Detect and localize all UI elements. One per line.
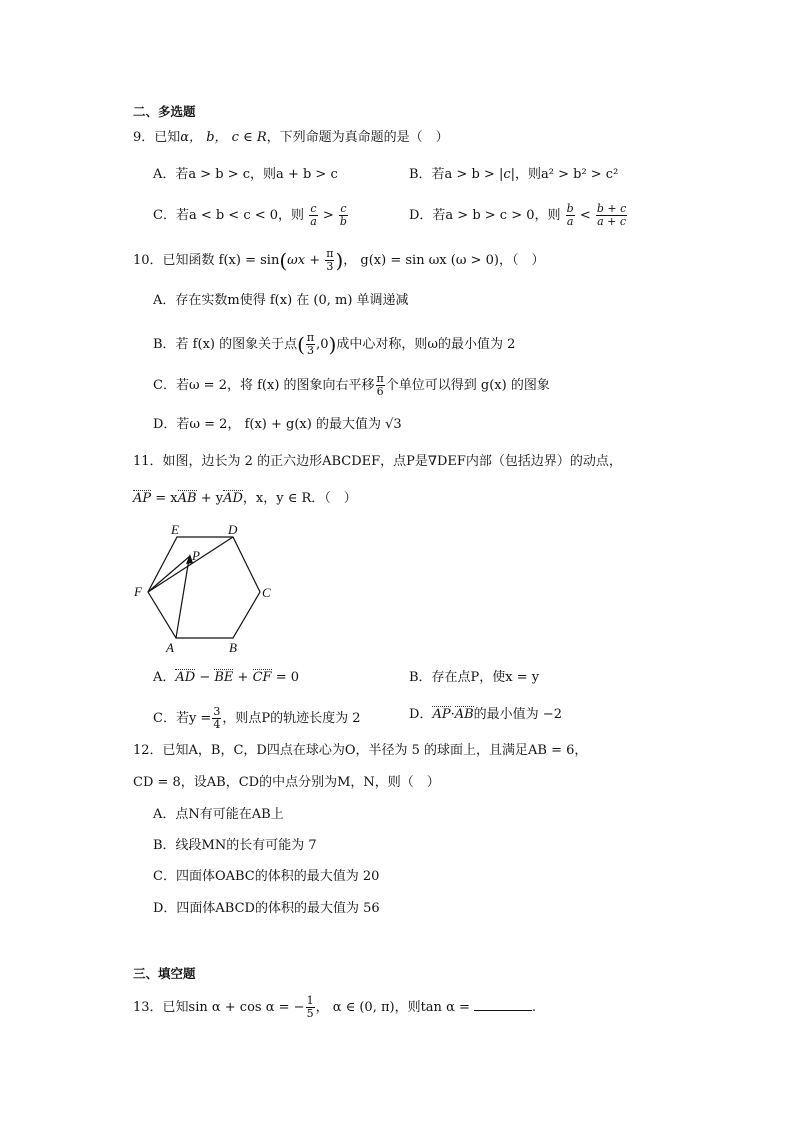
q9-abs-c: |c| <box>498 167 515 182</box>
q11-option-a: A．AD − BE + CF = 0 <box>153 670 299 685</box>
q9-stem <box>133 129 449 147</box>
section-heading-multi-choice: 二、多选题 <box>133 104 196 119</box>
q11-stem-line1: 11．如图，边长为 2 的正六边形ABCDEF，点P是∇DEF内部（包括边界）的动点， <box>133 454 622 469</box>
q11-stem-line2: AP = xAB + yAD，x，y ∈ R．（ ） <box>133 491 357 506</box>
q9-option-d: D．若a > b > c > 0，则 $\frac{b}{a}$ < $\frac{b + c}{a + c}$ <box>409 202 627 228</box>
vertex-label-f: F <box>134 584 142 599</box>
q13-stem: 13．已知sin α + cos α = − $\frac{1}{5}$ ， α ∈ (0, π)，则tan α = . <box>133 994 537 1020</box>
vertex-label-d: D <box>228 522 238 537</box>
q10-stem-end: ， g(x) = sin ωx (ω > 0)，（ ） <box>343 253 545 268</box>
q12-option-d: D．四面体ABCD的体积的最大值为 56 <box>153 901 380 916</box>
q12-stem-line2: CD = 8，设AB，CD的中点分别为M，N，则（ ） <box>133 775 440 790</box>
q9-option-c: C．若a < b < c < 0，则 $\frac{c}{a}$ > $\frac{c}{b}$ <box>153 202 347 228</box>
q11-option-d: D．AP·AB的最小值为 −2 <box>409 707 562 722</box>
q10-option-d: D．若ω = 2， f(x) + g(x) 的最大值为 √3 <box>153 417 402 432</box>
vertex-label-c: C <box>262 585 271 600</box>
q9-option-c-start: C．若a < b < c < 0，则 <box>153 208 305 223</box>
section-heading-fill-in: 三、填空题 <box>133 966 196 981</box>
q12-option-c: C．四面体OABC的体积的最大值为 20 <box>153 869 380 884</box>
fraction-1-over-5: $\frac{1}{5}$ <box>306 994 314 1020</box>
vector-ap: AP <box>133 491 152 506</box>
vertex-label-a: A <box>166 640 174 655</box>
q13-answer-blank[interactable] <box>474 997 532 1011</box>
fraction-c-over-a: $\frac{c}{a}$ <box>310 202 317 228</box>
vertex-label-b: B <box>229 640 237 655</box>
q9-variables: α， b， c ∈ R <box>180 130 267 145</box>
q12-option-a: A．点N有可能在AB上 <box>153 807 284 822</box>
fraction-bc-over-ac: $\frac{b + c}{a + c}$ <box>596 202 627 228</box>
vertex-label-e: E <box>171 522 179 537</box>
vector-ad: AD <box>223 491 243 506</box>
fraction-c-over-b: $\frac{c}{b}$ <box>339 202 347 228</box>
q11-option-b: B．存在点P，使x = y <box>409 670 540 685</box>
q9-option-b <box>409 166 618 184</box>
fraction-pi-over-3: $\frac{\pi}{3}$ <box>306 331 315 357</box>
q10-option-a: A．存在实数m使得 f(x) 在 (0, m) 单调递减 <box>153 293 409 308</box>
fraction-pi-over-3: $\frac{\pi}{3}$ <box>326 247 334 273</box>
segment-fp <box>148 556 190 592</box>
q11-option-c: C．若y = $\frac{3}{4}$ ，则点P的轨迹长度为 2 <box>153 705 361 731</box>
segment-fd <box>148 537 233 592</box>
q9-option-a: A．若a > b > c，则a + b > c <box>153 167 338 182</box>
q9-option-d-start: D．若a > b > c > 0，则 <box>409 208 561 223</box>
q10-stem-start: 10．已知函数 f(x) = sin <box>133 253 280 268</box>
hexagon-figure <box>128 522 288 657</box>
vector-ab: AB <box>177 491 197 506</box>
q9-stem-end: ，下列命题为真命题的是（ ） <box>266 130 449 145</box>
vector-ap-arrow <box>176 559 189 638</box>
q9-option-b-start: B．若a > b > <box>409 167 499 182</box>
q10-option-b: B．若 f(x) 的图象关于点( $\frac{\pi}{3}$ ,0)成中心对称，则ω的最小值为 2 <box>153 331 516 357</box>
fraction-pi-over-6: $\frac{\pi}{6}$ <box>376 372 384 398</box>
fraction-3-over-4: $\frac{3}{4}$ <box>213 705 221 731</box>
q10-stem: 10．已知函数 f(x) = sin(ωx + $\frac{\pi}{3}$ )， g(x) = sin ωx (ω > 0)，（ ） <box>133 247 545 273</box>
q9-stem-start: 9．已知 <box>133 130 181 145</box>
hexagon-outline <box>148 537 260 638</box>
q12-option-b: B．线段MN的长有可能为 7 <box>153 838 317 853</box>
q12-stem-line1: 12．已知A，B，C，D四点在球心为O，半径为 5 的球面上，且满足AB = 6， <box>133 743 588 758</box>
fraction-b-over-a: $\frac{b}{a}$ <box>566 202 574 228</box>
q10-option-c: C．若ω = 2，将 f(x) 的图象向右平移 $\frac{\pi}{6}$ 个单位可以得到 g(x) 的图象 <box>153 372 550 398</box>
point-label-p: P <box>192 548 200 563</box>
q9-option-b-end: ，则a² > b² > c² <box>515 167 619 182</box>
